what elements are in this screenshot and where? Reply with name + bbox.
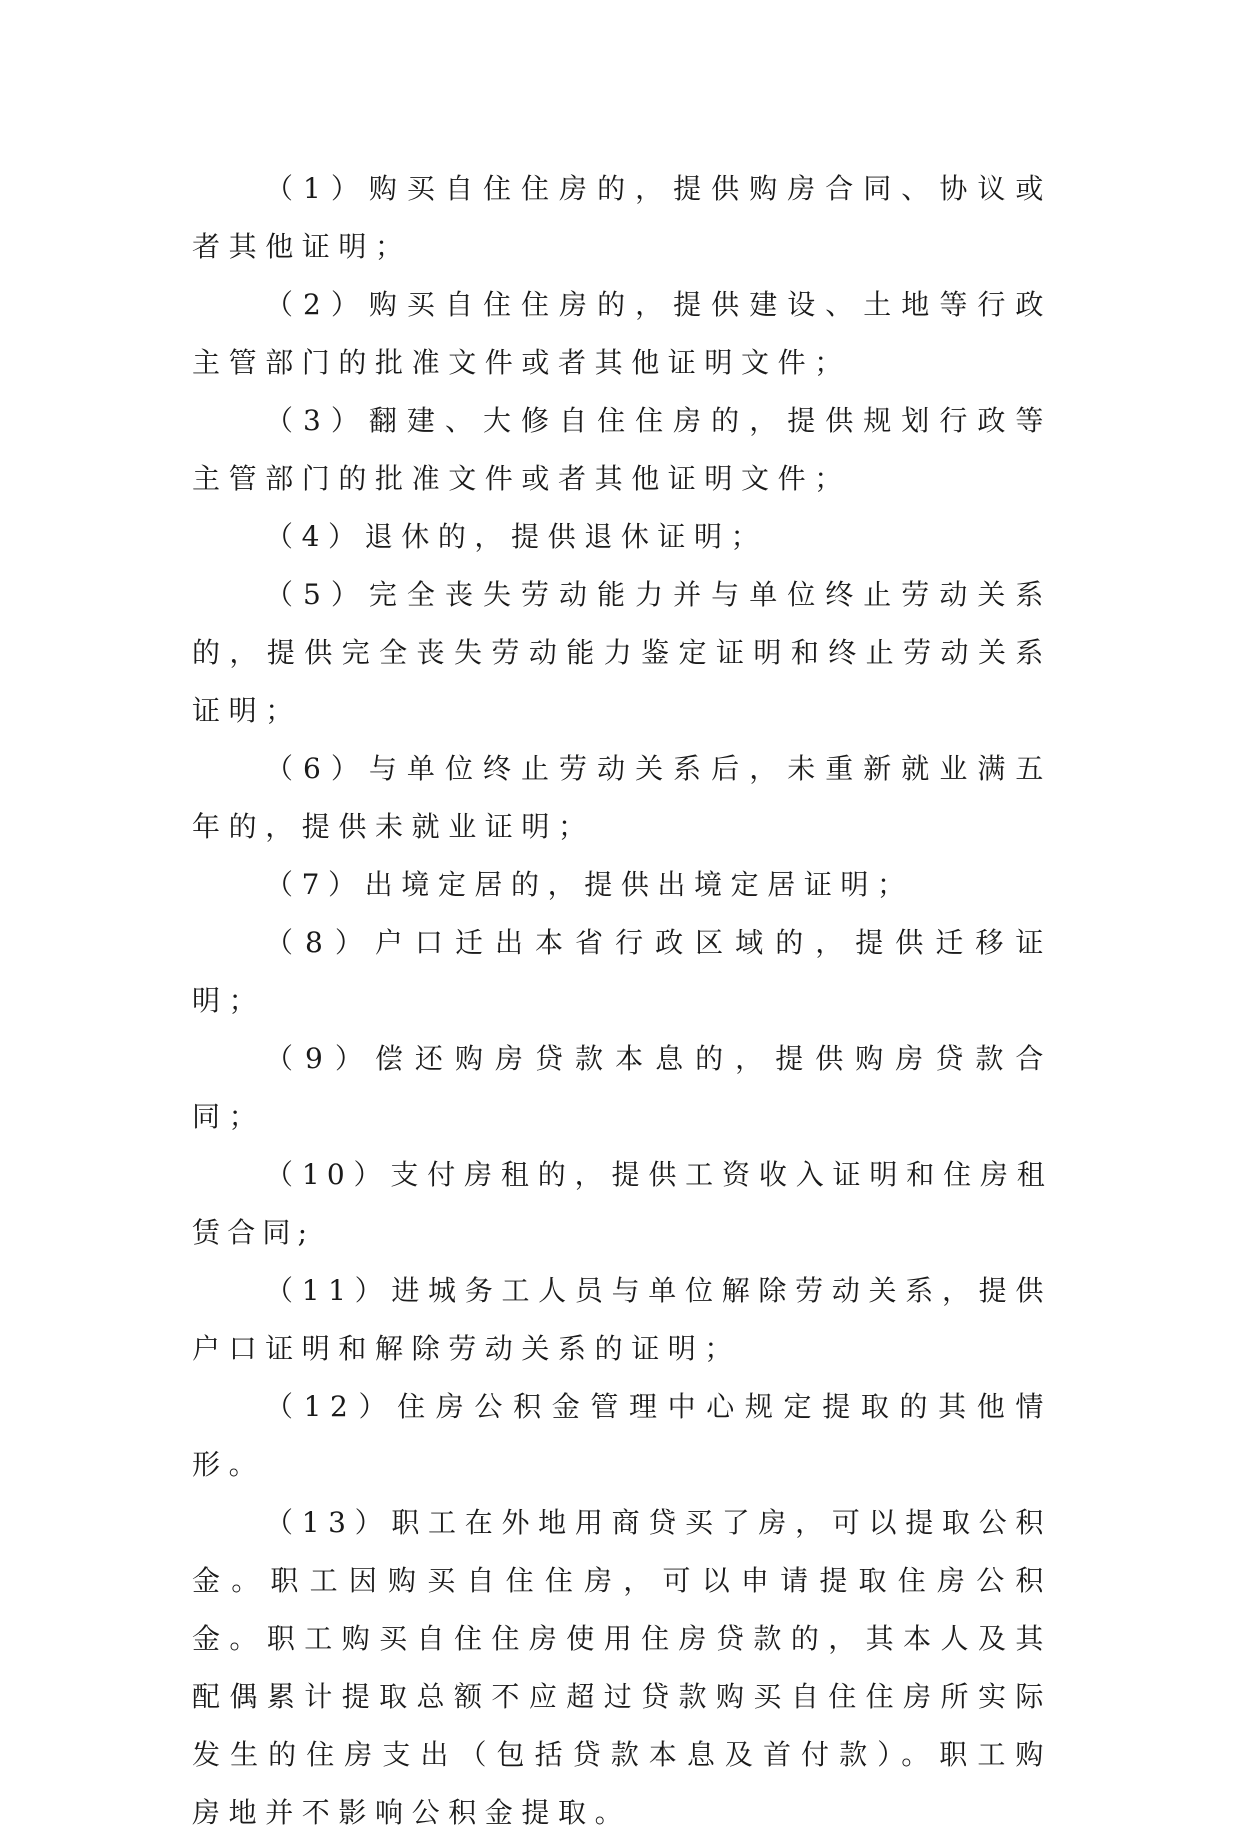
paragraph-item-1: （1）购买自住住房的，提供购房合同、协议或者其他证明； bbox=[192, 172, 1052, 263]
paragraph-item-8: （8）户口迁出本省行政区域的，提供迁移证明； bbox=[192, 926, 1052, 1017]
paragraph-item-10: （10）支付房租的，提供工资收入证明和住房租赁合同; bbox=[192, 1158, 1052, 1249]
paragraph-item-7: （7）出境定居的，提供出境定居证明； bbox=[265, 868, 914, 901]
paragraph-item-2: （2）购买自住住房的，提供建设、土地等行政主管部门的批准文件或者其他证明文件； bbox=[192, 288, 1052, 379]
paragraph-item-9: （9）偿还购房贷款本息的，提供购房贷款合同； bbox=[192, 1042, 1052, 1133]
paragraph-item-3: （3）翻建、大修自住住房的，提供规划行政等主管部门的批准文件或者其他证明文件； bbox=[192, 404, 1052, 495]
paragraph-item-4: （4）退休的，提供退休证明； bbox=[265, 520, 768, 553]
paragraph-item-5: （5）完全丧失劳动能力并与单位终止劳动关系的，提供完全丧失劳动能力鉴定证明和终止劳动关系证明； bbox=[192, 578, 1052, 727]
paragraph-item-6: （6）与单位终止劳动关系后，未重新就业满五年的，提供未就业证明； bbox=[192, 752, 1052, 843]
paragraph-item-13: （13）职工在外地用商贷买了房，可以提取公积金。职工因购买自住住房，可以申请提取住房公积金。职工购买自住住房使用住房贷款的，其本人及其配偶累计提取总额不应超过贷款购买自住住房所实际发生的住房支出（包括贷款本息及首付款）。职工购房地并不影响公积金提取。 bbox=[192, 1506, 1052, 1829]
paragraph-item-12: （12）住房公积金管理中心规定提取的其他情形。 bbox=[192, 1390, 1052, 1481]
document-body bbox=[192, 160, 1052, 1842]
paragraph-item-11: （11）进城务工人员与单位解除劳动关系，提供户口证明和解除劳动关系的证明； bbox=[192, 1274, 1052, 1365]
